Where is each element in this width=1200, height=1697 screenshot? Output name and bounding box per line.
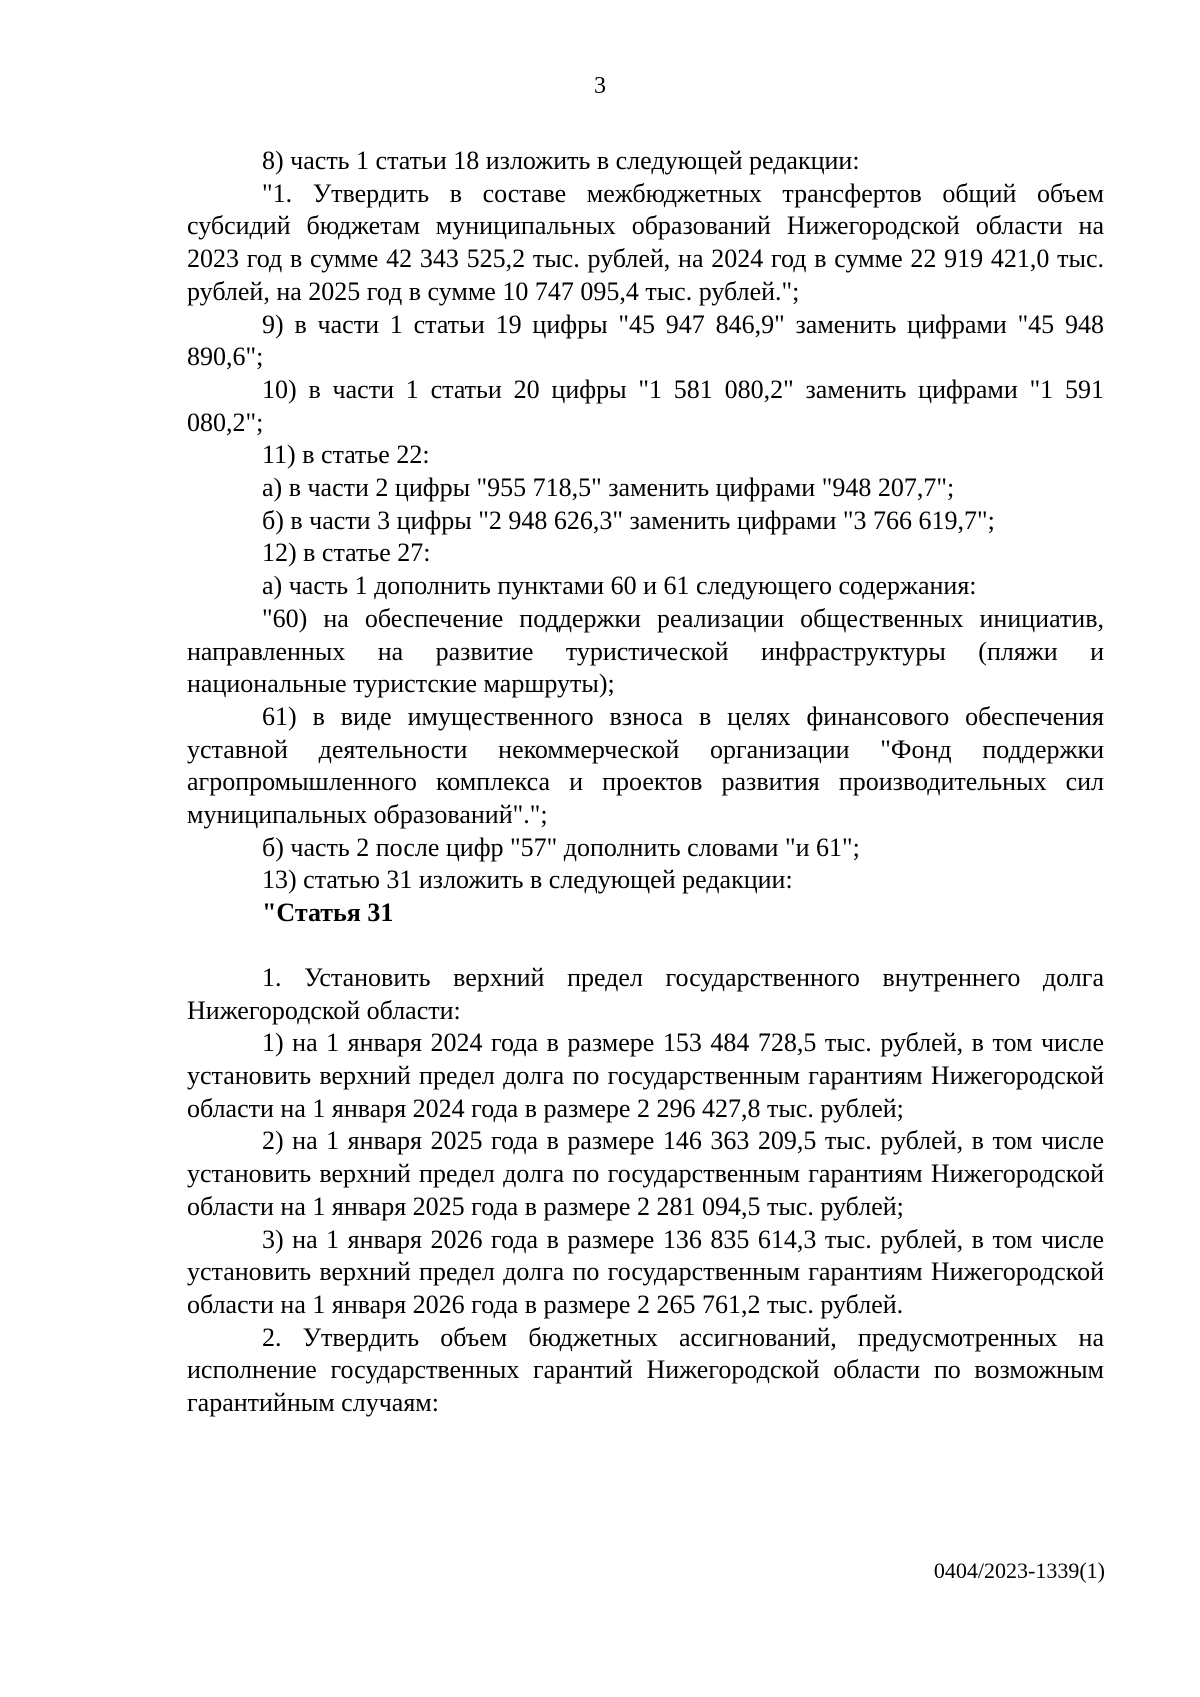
paragraph-item-11: 11) в статье 22: [262, 440, 430, 470]
paragraph-debt-limit-2025: 2) на 1 января 2025 года в размере 146 363 209,5 тыс. рублей, в том числе установить верхний предел долга по государственным гарантиям Нижегородской области на 1 января 2025 года в размере 2 281 094,5 тыс. рублей; [187, 1126, 1104, 1221]
paragraph-point-61: 61) в виде имущественного взноса в целях финансового обеспечения уставной деятельности некоммерческой организации "Фонд поддержки агропромышленного комплекса и проектов развития производительных сил муниципальных образований"."; [187, 701, 1104, 830]
document-code: 0404/2023-1339(1) [933, 1558, 1105, 1583]
paragraph-debt-limit-2026: 3) на 1 января 2026 года в размере 136 835 614,3 тыс. рублей, в том числе установить верхний предел долга по государственным гарантиям Нижегородской области на 1 января 2026 года в размере 2 265 761,2 тыс. рублей. [187, 1224, 1104, 1319]
paragraph-item-12b: б) часть 2 после цифр "57" дополнить словами "и 61"; [262, 832, 860, 862]
page-number: 3 [594, 73, 606, 99]
paragraph-item-12a: а) часть 1 дополнить пунктами 60 и 61 следующего содержания: [262, 571, 977, 601]
paragraph-item-12: 12) в статье 27: [262, 538, 431, 568]
paragraph-item-8: 8) часть 1 статьи 18 изложить в следующей редакции: [262, 146, 860, 175]
paragraph-point-60: "60) на обеспечение поддержки реализации общественных инициатив, направленных на развитие туристической инфраструктуры (пляжи и национальные туристские маршруты); [187, 603, 1104, 699]
paragraph-item-11a: а) в части 2 цифры "955 718,5" заменить цифрами "948 207,7"; [262, 473, 955, 503]
document-body [187, 145, 1104, 1420]
paragraph-article-31-part-1: 1. Установить верхний предел государственного внутреннего долга Нижегородской области: [187, 962, 1104, 1025]
paragraph-item-13: 13) статью 31 изложить в следующей редакции: [262, 865, 793, 895]
paragraph-article-18-part-1: "1. Утвердить в составе межбюджетных трансфертов общий объем субсидий бюджетам муниципальных образований Нижегородской области на 2023 год в сумме 42 343 525,2 тыс. рублей, на 2024 год в сумме 22 919 421,0 тыс. рублей, на 2025 год в сумме 10 747 095,4 тыс. рублей."; [187, 178, 1104, 306]
paragraph-item-11b: б) в части 3 цифры "2 948 626,3" заменить цифрами "3 766 619,7"; [262, 505, 995, 535]
paragraph-debt-limit-2024: 1) на 1 января 2024 года в размере 153 484 728,5 тыс. рублей, в том числе установить верхний предел долга по государственным гарантиям Нижегородской области на 1 января 2024 года в размере 2 296 427,8 тыс. рублей; [187, 1028, 1104, 1123]
paragraph-article-31-part-2: 2. Утвердить объем бюджетных ассигнований, предусмотренных на исполнение государственных гарантий Нижегородской области по возможным гарантийным случаям: [187, 1322, 1104, 1418]
article-31-heading: "Статья 31 [262, 898, 394, 928]
paragraph-item-10: 10) в части 1 статьи 20 цифры "1 581 080,2" заменить цифрами "1 591 080,2"; [187, 374, 1104, 437]
paragraph-item-9: 9) в части 1 статьи 19 цифры "45 947 846,9" заменить цифрами "45 948 890,6"; [187, 309, 1104, 372]
